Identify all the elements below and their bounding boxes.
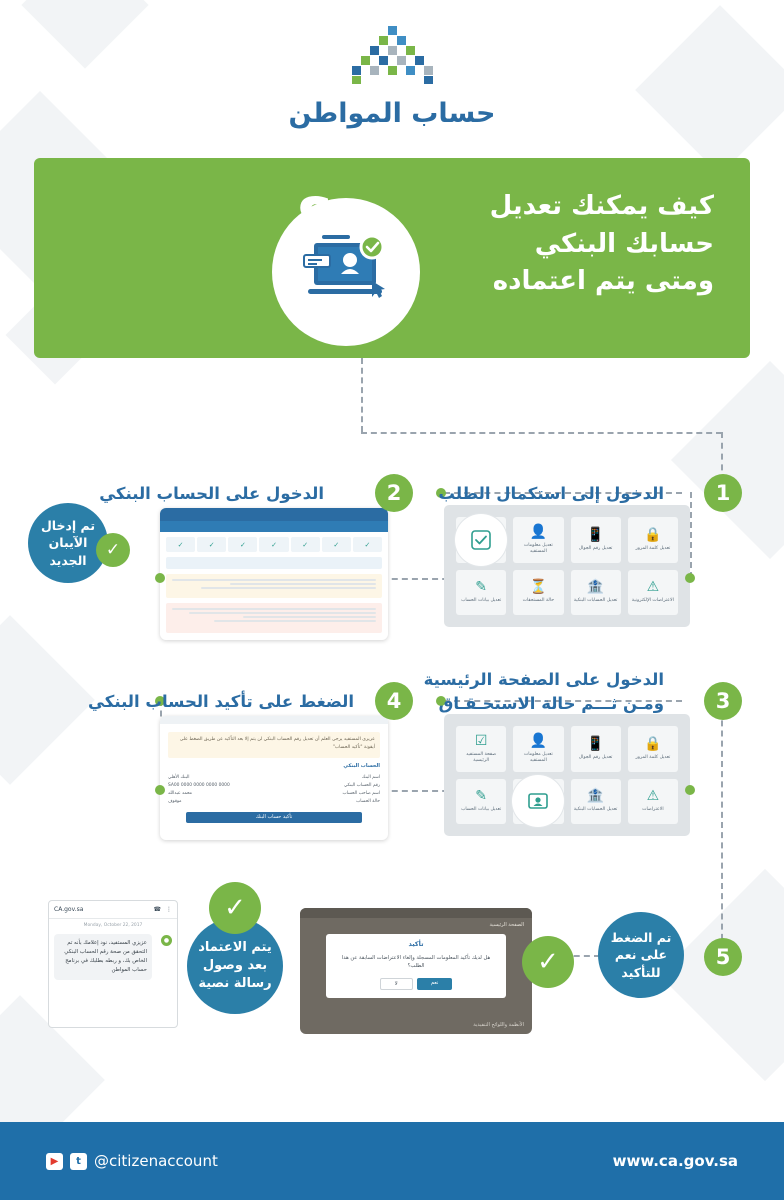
window-titlebar xyxy=(160,716,388,724)
check-icon: ✓ xyxy=(177,540,184,549)
callout-line-2: على نعم xyxy=(614,947,668,963)
tile[interactable] xyxy=(456,779,506,825)
confirm-bank-button[interactable]: تأكيد حساب البنك xyxy=(186,812,362,823)
tile-label: تعديل كلمة المرور xyxy=(635,545,671,551)
step-badge-1: 1 xyxy=(704,474,742,512)
person-icon: 👤 xyxy=(529,733,548,750)
step-badge-4: 4 xyxy=(375,682,413,720)
brand-logo xyxy=(0,24,784,129)
tile-label: تعديل رقم الجوال xyxy=(578,545,613,551)
footer xyxy=(0,1122,784,1200)
home-icon: ☑ xyxy=(474,733,488,750)
youtube-icon[interactable]: ▶ xyxy=(46,1153,63,1170)
tile[interactable] xyxy=(456,570,506,616)
step2-check-badge: ✓ xyxy=(96,533,130,567)
tile[interactable] xyxy=(513,726,563,772)
tile-highlighted[interactable] xyxy=(513,779,563,825)
step1-screenshot xyxy=(444,505,690,627)
window-navbar xyxy=(160,521,388,532)
phone-icon: 📱 xyxy=(586,735,605,752)
field-value: محمد عبدالله xyxy=(168,790,193,796)
more-vertical-icon[interactable]: ⋮ xyxy=(166,906,172,913)
nav-tile[interactable] xyxy=(353,537,382,552)
step-title-3-line2: ومـن ثـــم حالة الاستحـقـاق xyxy=(438,693,664,713)
tile-label: الاعتراضات xyxy=(642,807,664,813)
connector-dot xyxy=(685,785,695,795)
sms-body: عزيزي المستفيد، نود إعلامك بأنه تم التحقق من صحة رقم الحساب البنكي الخاص بك، و ربطه بطلبك في برنامج حساب المواطن xyxy=(54,934,152,980)
dialog-title: تأكيد xyxy=(408,940,424,948)
notice-box xyxy=(166,574,382,598)
step-title-2: الدخول على الحساب البنكي xyxy=(99,484,324,503)
notice-text: عزيزي المستفيد يرجى العلم أن تعديل رقم الحساب البنكي لن يتم إلا بعد التأكيد عن طريق الضغط على أيقونة "تأكيد الحساب" xyxy=(168,732,380,758)
bank-fields xyxy=(168,773,380,806)
highlight-circle[interactable] xyxy=(455,514,507,566)
step2-callout xyxy=(28,503,108,583)
tile[interactable] xyxy=(628,517,678,563)
tile-label: صفحة المستفيد الرئيسية xyxy=(466,752,497,763)
field-label: رقم الحساب البنكي xyxy=(343,782,380,788)
tile-label: تعديل كلمة المرور xyxy=(635,754,671,760)
warning-icon: ⚠ xyxy=(646,579,660,596)
tile[interactable] xyxy=(571,517,621,563)
step-badge-5: 5 xyxy=(704,938,742,976)
window-titlebar xyxy=(160,508,388,521)
step-badge-3: 3 xyxy=(704,682,742,720)
section-label: الحساب البنكي xyxy=(343,763,380,769)
edit-icon: ✎ xyxy=(475,788,487,805)
connector-line xyxy=(721,700,723,950)
tile-label: تعديل بيانات الحساب xyxy=(461,598,502,604)
brand-name: حساب المواطن xyxy=(288,98,496,129)
step4-screenshot xyxy=(160,716,388,840)
section-header xyxy=(166,557,382,569)
field-label: حالة الحساب xyxy=(356,799,380,805)
callout-line-3: للتأكيد xyxy=(621,964,661,980)
step-title-4: الضغط على تأكيد الحساب البنكي xyxy=(88,692,354,711)
connector-line xyxy=(361,358,363,432)
bank-icon: 🏦 xyxy=(586,788,605,805)
bank-icon: 🏦 xyxy=(586,579,605,596)
tile-label: تعديل بيانات الحساب xyxy=(461,807,502,813)
footer-handle: @citizenaccount xyxy=(94,1152,218,1170)
check-square-icon xyxy=(470,529,492,551)
footer-social xyxy=(46,1152,218,1170)
field-label: اسم صاحب الحساب xyxy=(342,790,380,796)
tile[interactable] xyxy=(628,570,678,616)
tile-label: تعديل معلومات المستفيد xyxy=(523,752,553,763)
sms-date: Monday, October 22, 2017 xyxy=(83,923,143,928)
tile[interactable] xyxy=(571,570,621,616)
citizen-account-logo-icon xyxy=(349,24,435,86)
page-heading: الصفحة الرئيسية xyxy=(489,922,524,928)
nav-tile[interactable] xyxy=(166,537,195,552)
check-icon: ✓ xyxy=(271,540,277,549)
highlight-circle[interactable] xyxy=(512,775,564,827)
tile-label: تعديل الحسابات البنكية xyxy=(573,807,618,813)
step-title-1: الدخول إلى استكمال الطلب xyxy=(438,484,664,503)
phone-icon[interactable]: ☎ xyxy=(153,906,161,913)
final-callout-line-3: رسالة نصية xyxy=(198,976,272,992)
laptop-user-verified-icon xyxy=(294,229,398,315)
nav-tile[interactable] xyxy=(259,537,288,552)
lock-icon: 🔒 xyxy=(644,735,662,752)
callout-line-1: تم الضغط xyxy=(610,929,672,945)
tile[interactable] xyxy=(513,517,563,563)
sms-header xyxy=(49,901,177,919)
connector-dot xyxy=(685,573,695,583)
sms-screenshot xyxy=(48,900,178,1028)
field-row xyxy=(168,798,380,806)
content-box xyxy=(166,603,382,633)
warning-icon: ⚠ xyxy=(646,788,660,805)
final-callout-line-2: بعد وصول xyxy=(202,957,268,973)
step-badge-2: 2 xyxy=(375,474,413,512)
phone-icon: 📱 xyxy=(586,526,605,543)
banner-line-2: حسابك البنكي xyxy=(534,228,714,259)
banner-line-3: ومتى يتم اعتماده xyxy=(492,266,714,297)
tile-label: تعديل رقم الجوال xyxy=(578,754,613,760)
field-value: موقوف xyxy=(168,799,182,805)
check-icon: ✓ xyxy=(302,540,309,549)
tile-label: تعديل معلومات المستفيد xyxy=(523,543,553,554)
connector-dot xyxy=(155,785,165,795)
footer-url[interactable]: www.ca.gov.sa xyxy=(612,1152,738,1170)
step5-callout xyxy=(598,912,684,998)
tile[interactable] xyxy=(571,779,621,825)
connector-line xyxy=(690,492,692,578)
step3-screenshot xyxy=(444,714,690,836)
tile[interactable] xyxy=(513,570,563,616)
connector-dot xyxy=(155,573,165,583)
field-value: SA00 0000 0000 0000 0000 xyxy=(168,782,230,788)
tile[interactable] xyxy=(628,726,678,772)
field-label: اسم البنك xyxy=(361,774,380,780)
tile[interactable] xyxy=(571,726,621,772)
step-title-3-line1: الدخول على الصفحة الرئيسية xyxy=(423,670,664,689)
final-callout-line-1: يتم الاعتماد xyxy=(198,939,272,955)
nav-tile[interactable] xyxy=(228,537,257,552)
check-icon: ✓ xyxy=(239,540,246,549)
check-icon: ✓ xyxy=(364,540,371,549)
tile-label: الاعتراضات الإلكترونية xyxy=(631,598,674,604)
tile-highlighted[interactable] xyxy=(456,517,506,563)
field-row xyxy=(168,789,380,797)
page-footnote: الأنظمة واللوائح التنفيذية xyxy=(473,1022,524,1028)
person-icon: 👤 xyxy=(529,524,548,541)
twitter-icon[interactable]: t xyxy=(70,1153,87,1170)
edit-icon: ✎ xyxy=(475,579,487,596)
shield-icon: 🔒 xyxy=(644,526,662,543)
tile-label: حالة المستحقات xyxy=(522,598,555,604)
nav-tile[interactable] xyxy=(291,537,320,552)
dialog-message: هل لديك تأكيد المعلومات المسجلة وإلغاء الاعتراضات السابقة عن هذا الطلب؟ xyxy=(341,955,491,970)
callout-line-1: تم إدخال xyxy=(40,517,96,533)
tile[interactable] xyxy=(456,726,506,772)
final-check-badge: ✓ xyxy=(209,882,261,934)
status-icon: ⏳ xyxy=(529,579,548,596)
tile-label: تعديل الحسابات البنكية xyxy=(573,598,618,604)
step5-screenshot xyxy=(300,908,532,1034)
nav-tile[interactable] xyxy=(197,537,226,552)
field-row xyxy=(168,773,380,781)
window-titlebar xyxy=(300,908,532,918)
step-title-3 xyxy=(402,668,664,716)
field-row xyxy=(168,781,380,789)
connector-line xyxy=(361,432,722,434)
dialog-cancel-button[interactable]: لا xyxy=(380,978,413,990)
banner-line-1: كيف يمكنك تعديل xyxy=(489,191,714,221)
step5-check-badge: ✓ xyxy=(522,936,574,988)
check-icon: ✓ xyxy=(208,540,215,549)
dialog-confirm-button[interactable]: نعم xyxy=(417,978,453,990)
sms-sender: CA.gov.sa xyxy=(54,906,84,913)
bg-shape xyxy=(0,615,95,785)
callout-line-3: الجديد xyxy=(49,552,87,568)
field-value: البنك الأهلي xyxy=(168,774,190,780)
check-icon: ✓ xyxy=(333,540,340,549)
confirm-dialog xyxy=(326,934,506,998)
callout-line-2: الآيبان xyxy=(48,535,88,551)
nav-tile[interactable] xyxy=(322,537,351,552)
tile[interactable] xyxy=(628,779,678,825)
person-card-icon xyxy=(527,790,549,812)
avatar: ● xyxy=(161,935,172,946)
banner-illustration-circle xyxy=(272,198,420,346)
step2-screenshot xyxy=(160,508,388,640)
